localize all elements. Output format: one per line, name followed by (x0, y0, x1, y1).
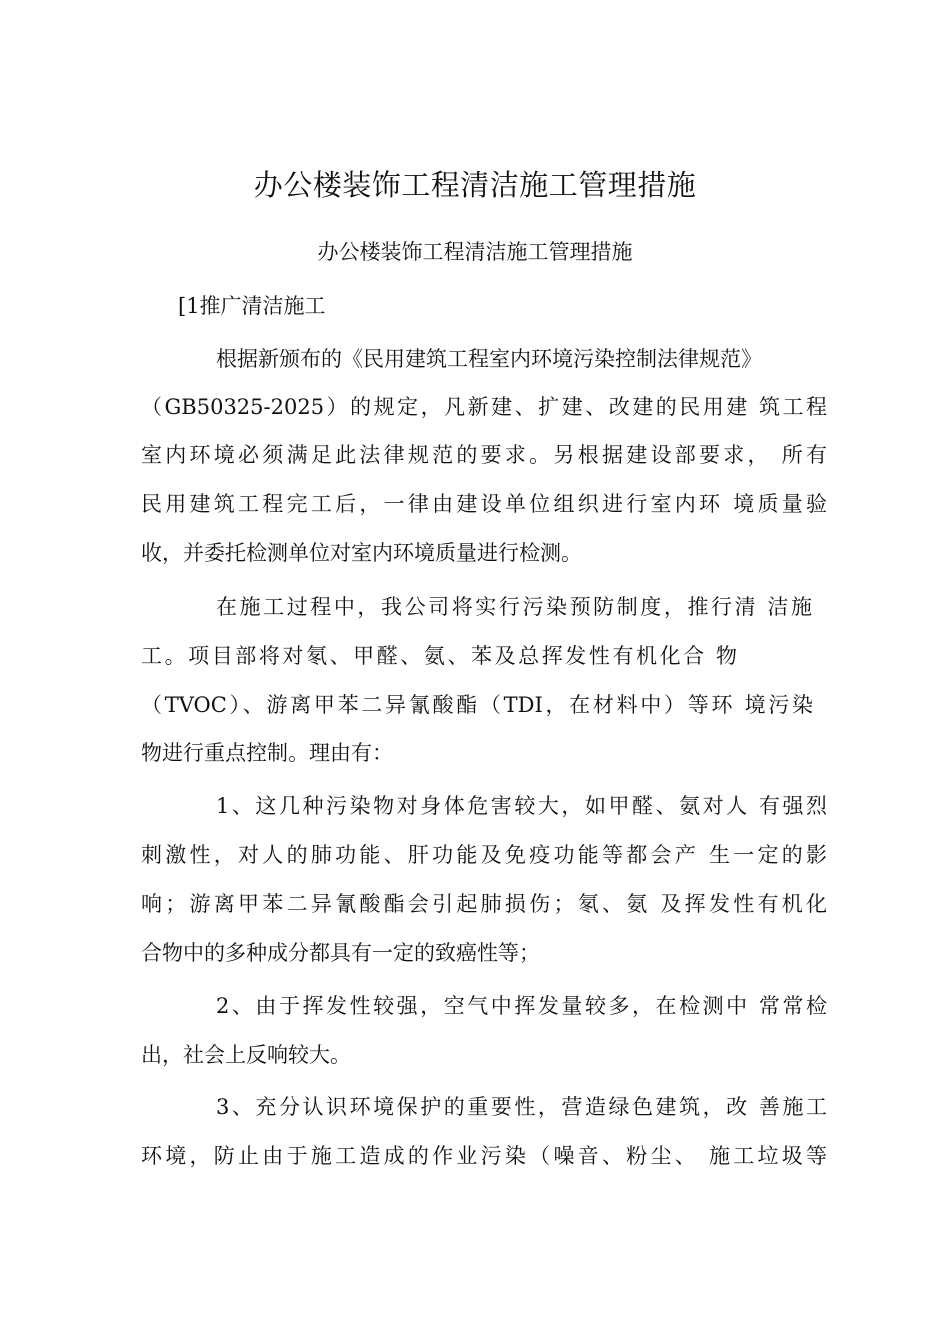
paragraph-line: 根据新颁布的《民用建筑工程室内环境污染控制法律规范》 (216, 347, 762, 371)
section-heading: [1推广清洁施工 (178, 294, 326, 318)
paragraph-line: 2、由于挥发性较强，空气中挥发量较多，在检测中 常常检 (216, 994, 827, 1018)
document-title: 办公楼装饰工程清洁施工管理措施 (253, 168, 697, 202)
paragraph-line: 室内环境必须满足此法律规范的要求。另根据建设部要求， 所有 (141, 443, 827, 467)
paragraph-line: 出，社会上反响较大。 (141, 1043, 351, 1067)
paragraph-line: 1、这几种污染物对身体危害较大，如甲醛、氨对人 有强烈 (216, 794, 827, 818)
paragraph-line: 在施工过程中，我公司将实行污染预防制度，推行清 洁施 (216, 595, 812, 619)
paragraph-line: （GB50325-2025）的规定，凡新建、扩建、改建的民用建 筑工程 (141, 395, 827, 419)
paragraph-line: 民用建筑工程完工后，一律由建设单位组织进行室内环 境质量验 (141, 492, 827, 516)
paragraph-line: 合物中的多种成分都具有一定的致癌性等； (141, 941, 540, 965)
paragraph-line: 刺激性，对人的肺功能、肝功能及免疫功能等都会产 生一定的影 (141, 843, 827, 867)
paragraph-line: 3、充分认识环境保护的重要性，营造绿色建筑，改 善施工 (216, 1095, 827, 1119)
paragraph-line: 响；游离甲苯二异氰酸酯会引起肺损伤；氡、氨 及挥发性有机化 (141, 892, 827, 916)
paragraph-line: 收，并委托检测单位对室内环境质量进行检测。 (141, 541, 582, 565)
paragraph-line: 物进行重点控制。理由有： (141, 741, 393, 765)
paragraph-line: 环境，防止由于施工造成的作业污染（噪音、粉尘、 施工垃圾等 (141, 1144, 827, 1168)
document-subtitle: 办公楼装饰工程清洁施工管理措施 (317, 240, 633, 264)
paragraph-line: 工。项目部将对氡、甲醛、氨、苯及总挥发性有机化合 物 (141, 644, 737, 668)
paragraph-line: （TVOC）、游离甲苯二异氰酸酯（TDI，在材料中）等环 境污染 (141, 693, 813, 717)
